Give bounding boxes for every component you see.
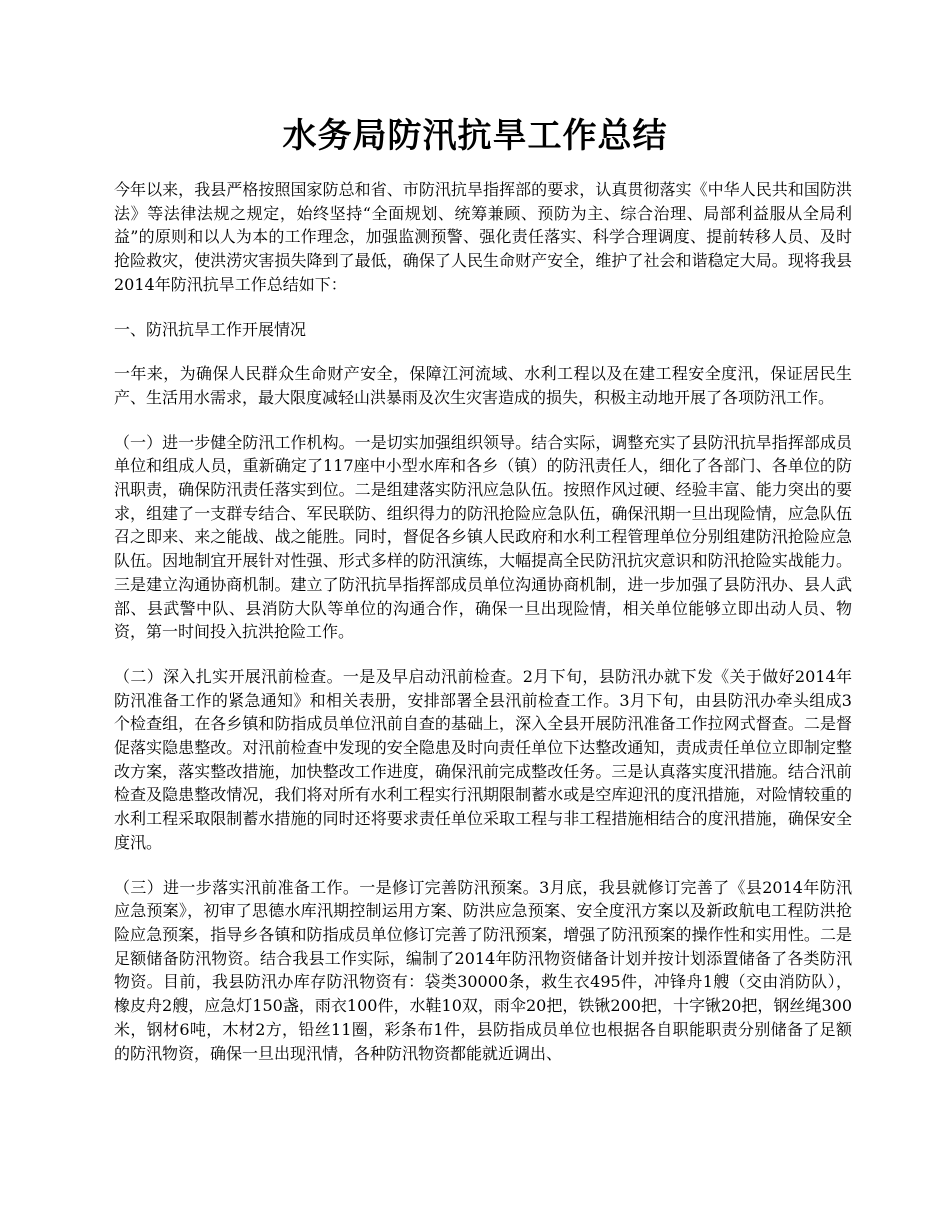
section-heading: 一、防汛抗旱工作开展情况 [114,319,307,339]
section-intro-paragraph: 一年来，为确保人民群众生命财产安全，保障江河流域、水利工程以及在建工程安全度汛，保证居民生产、生活用水需求，最大限度减轻山洪暴雨及次生灾害造成的损失，积极主动地开展了各项防汛工作。 [114,364,852,407]
item-two-paragraph: （二）深入扎实开展汛前检查。一是及早启动汛前检查。2月下旬，县防汛办就下发《关于做好2014年防汛准备工作的紧急通知》和相关表册，安排部署全县汛前检查工作。3月下旬，由县防汛办牵头组成3个检查组，在各乡镇和防指成员单位汛前自查的基础上，深入全县开展防汛准备工作拉网式督查。二是督促落实隐患整改。对汛前检查中发现的安全隐患及时向责任单位下达整改通知，责成责任单位立即制定整改方案，落实整改措施，加快整改工作进度，确保汛前完成整改任务。三是认真落实度汛措施。结合汛前检查及隐患整改情况，我们将对所有水利工程实行汛期限制蓄水或是空库迎汛的度汛措施，对险情较重的水利工程采取限制蓄水措施的同时还将要求责任单位采取工程与非工程措施相结合的度汛措施，确保安全度汛。 [114,666,852,852]
document-title: 水务局防汛抗旱工作总结 [282,116,668,156]
document-body [114,178,852,1086]
intro-paragraph: 今年以来，我县严格按照国家防总和省、市防汛抗旱指挥部的要求，认真贯彻落实《中华人民共和国防洪法》等法律法规之规定，始终坚持“全面规划、统筹兼顾、预防为主、综合治理、局部利益服从全局利益”的原则和以人为本的工作理念，加强监测预警、强化责任落实、科学合理调度、提前转移人员、及时抢险救灾，使洪涝灾害损失降到了最低，确保了人民生命财产安全，维护了社会和谐稳定大局。现将我县2014年防汛抗旱工作总结如下： [114,180,852,294]
item-one-paragraph: （一）进一步健全防汛工作机构。一是切实加强组织领导。结合实际，调整充实了县防汛抗旱指挥部成员单位和组成人员，重新确定了117座中小型水库和各乡（镇）的防汛责任人，细化了各部门、各单位的防汛职责，确保防汛责任落实到位。二是组建落实防汛应急队伍。按照作风过硬、经验丰富、能力突出的要求，组建了一支群专结合、军民联防、组织得力的防汛抢险应急队伍，确保汛期一旦出现险情，应急队伍召之即来、来之能战、战之能胜。同时，督促各乡镇人民政府和水利工程管理单位分别组建防汛抢险应急队伍。因地制宜开展针对性强、形式多样的防汛演练，大幅提高全民防汛抗灾意识和防汛抢险实战能力。三是建立沟通协商机制。建立了防汛抗旱指挥部成员单位沟通协商机制，进一步加强了县防汛办、县人武部、县武警中队、县消防大队等单位的沟通合作，确保一旦出现险情，相关单位能够立即出动人员、物资，第一时间投入抗洪抢险工作。 [114,432,852,642]
item-three-paragraph: （三）进一步落实汛前准备工作。一是修订完善防汛预案。3月底，我县就修订完善了《县2014年防汛应急预案》，初审了思德水库汛期控制运用方案、防洪应急预案、安全度汛方案以及新政航电工程防洪抢险应急预案，指导乡各镇和防指成员单位修订完善了防汛预案，增强了防汛预案的操作性和实用性。二是足额储备防汛物资。结合我县工作实际，编制了2014年防汛物资储备计划并按计划添置储备了各类防汛物资。目前，我县防汛办库存防汛物资有：袋类30000条，救生衣495件，冲锋舟1艘（交由消防队），橡皮舟2艘，应急灯150盏，雨衣100件，水鞋10双，雨伞20把，铁锹200把，十字锹20把，钢丝绳300米，钢材6吨，木材2方，铅丝11圈，彩条布1件，县防指成员单位也根据各自职能职责分别储备了足额的防汛物资，确保一旦出现汛情，各种防汛物资都能就近调出、 [114,877,852,1063]
